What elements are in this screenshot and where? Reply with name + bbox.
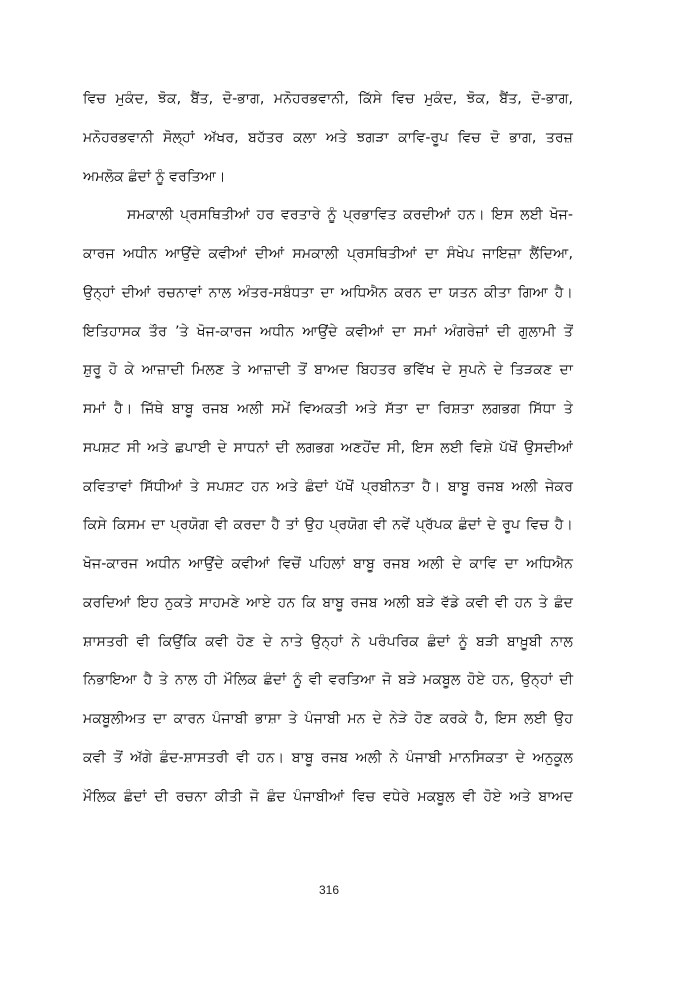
text-line: ਅਮਲੋਕ ਛੰਦਾਂ ਨੂੰ ਵਰਤਿਆ। xyxy=(83,168,226,185)
text-line: ਕਵਿਤਾਵਾਂ ਸਿੱਧੀਆਂ ਤੇ ਸਪਸ਼ਟ ਹਨ ਅਤੇ ਛੰਦਾਂ ਪੱਖੋਂ ਪ੍ਰਬੀਨਤਾ ਹੈ। ਬਾਬੂ ਰਜਬ ਅਲੀ ਜੇਕਰ xyxy=(83,478,573,495)
text-line: ਸਮਾਂ ਹੈ। ਜਿੱਥੇ ਬਾਬੂ ਰਜਬ ਅਲੀ ਸਮੇਂ ਵਿਅਕਤੀ ਅਤੇ ਸੱਤਾ ਦਾ ਰਿਸ਼ਤਾ ਲਗਭਗ ਸਿੱਧਾ ਤੇ xyxy=(83,401,573,417)
text-line: ਮੌਲਿਕ ਛੰਦਾਂ ਦੀ ਰਚਨਾ ਕੀਤੀ ਜੋ ਛੰਦ ਪੰਜਾਬੀਆਂ ਵਿਚ ਵਧੇਰੇ ਮਕਬੂਲ ਵੀ ਹੋਏ ਅਤੇ ਬਾਅਦ xyxy=(83,788,573,805)
text-line: ਕਰਦਿਆਂ ਇਹ ਨੁਕਤੇ ਸਾਹਮਣੇ ਆਏ ਹਨ ਕਿ ਬਾਬੂ ਰਜਬ ਅਲੀ ਬੜੇ ਵੱਡੇ ਕਵੀ ਵੀ ਹਨ ਤੇ ਛੰਦ xyxy=(83,594,573,611)
text-line: ਸ਼ੁਰੂ ਹੋ ਕੇ ਆਜ਼ਾਦੀ ਮਿਲਣ ਤੇ ਆਜ਼ਾਦੀ ਤੋਂ ਬਾਅਦ ਬਿਹਤਰ ਭਵਿੱਖ ਦੇ ਸੁਪਨੇ ਦੇ ਤਿੜਕਣ ਦਾ xyxy=(83,362,573,379)
text-line: ਕਵੀ ਤੋਂ ਅੱਗੇ ਛੰਦ-ਸ਼ਾਸਤਰੀ ਵੀ ਹਨ। ਬਾਬੂ ਰਜਬ ਅਲੀ ਨੇ ਪੰਜਾਬੀ ਮਾਨਸਿਕਤਾ ਦੇ ਅਨੁਕੂਲ xyxy=(83,749,573,766)
text-line: ਸਪਸ਼ਟ ਸੀ ਅਤੇ ਛਪਾਈ ਦੇ ਸਾਧਨਾਂ ਦੀ ਲਗਭਗ ਅਣਹੋਂਦ ਸੀ, ਇਸ ਲਈ ਵਿਸ਼ੇ ਪੱਖੋਂ ਉਸਦੀਆਂ xyxy=(83,439,573,456)
text-line: ਕਾਰਜ ਅਧੀਨ ਆਉਂਦੇ ਕਵੀਆਂ ਦੀਆਂ ਸਮਕਾਲੀ ਪ੍ਰਸਥਿਤੀਆਂ ਦਾ ਸੰਖੇਪ ਜਾਇਜ਼ਾ ਲੈਂਦਿਆ, xyxy=(83,246,573,262)
text-line: ਖੋਜ-ਕਾਰਜ ਅਧੀਨ ਆਉਂਦੇ ਕਵੀਆਂ ਵਿਚੋਂ ਪਹਿਲਾਂ ਬਾਬੂ ਰਜਬ ਅਲੀ ਦੇ ਕਾਵਿ ਦਾ ਅਧਿਐਨ xyxy=(83,556,573,572)
text-line xyxy=(83,816,573,855)
page-number: 316 xyxy=(318,883,340,897)
body-text xyxy=(83,80,573,855)
text-line: ਸ਼ਾਸਤਰੀ ਵੀ ਕਿਉਂਕਿ ਕਵੀ ਹੋਣ ਦੇ ਨਾਤੇ ਉਨ੍ਹਾਂ ਨੇ ਪਰੰਪਰਿਕ ਛੰਦਾਂ ਨੂੰ ਬੜੀ ਬਾਖ਼ੂਬੀ ਨਾਲ xyxy=(83,633,573,650)
text-line: ਉਨ੍ਹਾਂ ਦੀਆਂ ਰਚਨਾਵਾਂ ਨਾਲ ਅੰਤਰ-ਸਬੰਧਤਾ ਦਾ ਅਧਿਐਨ ਕਰਨ ਦਾ ਯਤਨ ਕੀਤਾ ਗਿਆ ਹੈ। xyxy=(83,284,573,301)
text-line: ਨਿਭਾਇਆ ਹੈ ਤੇ ਨਾਲ ਹੀ ਮੌਲਿਕ ਛੰਦਾਂ ਨੂੰ ਵੀ ਵਰਤਿਆ ਜੋ ਬੜੇ ਮਕਬੂਲ ਹੋਏ ਹਨ, ਉਨ੍ਹਾਂ ਦੀ xyxy=(83,672,573,689)
text-line-indented: ਸਮਕਾਲੀ ਪ੍ਰਸਥਿਤੀਆਂ ਹਰ ਵਰਤਾਰੇ ਨੂੰ ਪ੍ਰਭਾਵਿਤ ਕਰਦੀਆਂ ਹਨ। ਇਸ ਲਈ ਖੋਜ- xyxy=(127,207,573,224)
text-line: ਕਿਸੇ ਕਿਸਮ ਦਾ ਪ੍ਰਯੋਗ ਵੀ ਕਰਦਾ ਹੈ ਤਾਂ ਉਹ ਪ੍ਰਯੋਗ ਵੀ ਨਵੇਂ ਪ੍ਰੱਪਕ ਛੰਦਾਂ ਦੇ ਰੂਪ ਵਿਚ ਹੈ। xyxy=(83,517,573,534)
text-line: ਮਕਬੂਲੀਅਤ ਦਾ ਕਾਰਨ ਪੰਜਾਬੀ ਭਾਸ਼ਾ ਤੇ ਪੰਜਾਬੀ ਮਨ ਦੇ ਨੇੜੇ ਹੋਣ ਕਰਕੇ ਹੈ, ਇਸ ਲਈ ਉਹ xyxy=(83,711,573,727)
text-line: ਇਤਿਹਾਸਕ ਤੌਰ ’ਤੇ ਖੋਜ-ਕਾਰਜ ਅਧੀਨ ਆਉਂਦੇ ਕਵੀਆਂ ਦਾ ਸਮਾਂ ਅੰਗਰੇਜ਼ਾਂ ਦੀ ਗੁਲਾਮੀ ਤੋਂ xyxy=(83,323,573,340)
text-line: ਵਿਚ ਮੁਕੰਦ, ਝੋਕ, ਬੈਂਤ, ਦੋ-ਭਾਗ, ਮਨੋਹਰਭਵਾਨੀ, ਕਿੱਸੇ ਵਿਚ ਮੁਕੰਦ, ਝੋਕ, ਬੈਂਤ, ਦੋ-ਭਾਗ, xyxy=(83,91,573,107)
text-line: ਮਨੋਹਰਭਵਾਨੀ ਸੋਲ੍ਹਾਂ ਅੱਖਰ, ਬਹੱਤਰ ਕਲਾ ਅਤੇ ਝਗੜਾ ਕਾਵਿ-ਰੂਪ ਵਿਚ ਦੋ ਭਾਗ, ਤਰਜ਼ xyxy=(83,129,573,146)
